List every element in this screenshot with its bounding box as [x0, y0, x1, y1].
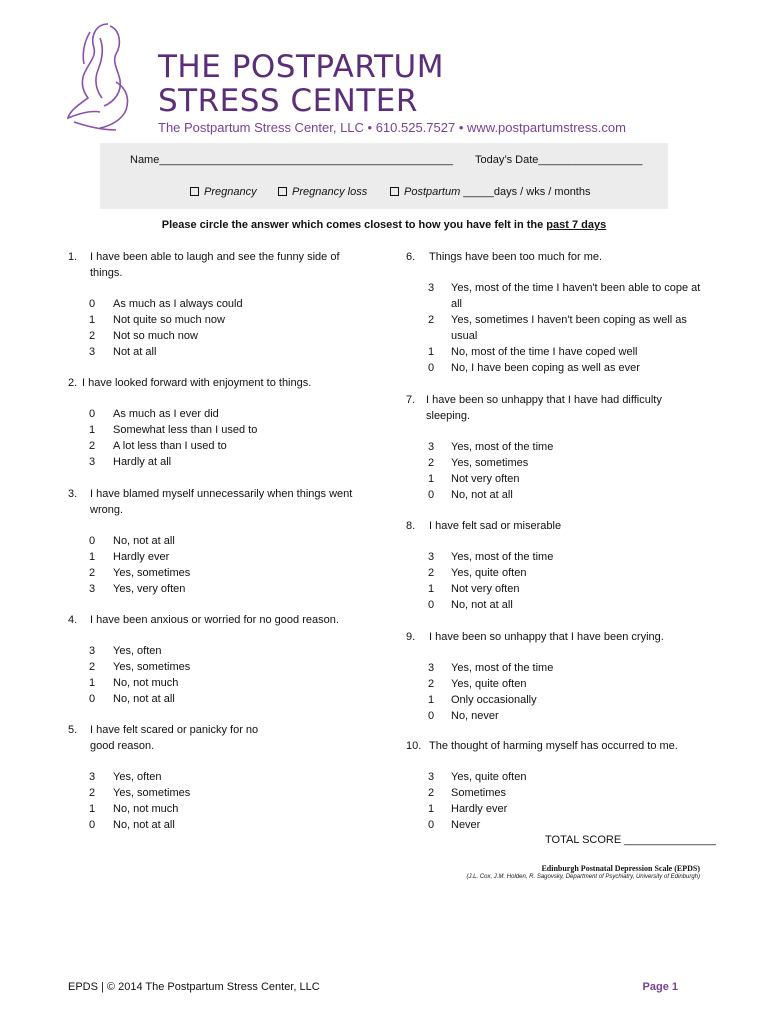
answer-option[interactable] — [406, 344, 706, 360]
question-number: 6. — [406, 251, 416, 263]
question-text: I have felt sad or miserable — [429, 520, 562, 532]
answer-text: As much as I ever did — [113, 408, 219, 420]
answer-score: 0 — [89, 819, 96, 831]
answer-score: 3 — [89, 346, 96, 358]
instruction-text — [0, 219, 768, 231]
answer-option[interactable] — [68, 422, 368, 438]
answer-option[interactable] — [406, 565, 706, 581]
answer-score: 0 — [428, 599, 435, 611]
answer-text: No, not at all — [113, 693, 175, 705]
question-number: 1. — [68, 251, 78, 263]
answer-options — [68, 406, 368, 470]
question-number: 9. — [406, 631, 416, 643]
answer-text: No, not much — [113, 803, 179, 815]
answer-options — [406, 769, 706, 833]
answer-option[interactable] — [68, 785, 278, 801]
answer-score: 1 — [428, 473, 435, 485]
answer-option[interactable] — [406, 692, 706, 708]
question-2 — [68, 375, 368, 470]
answer-text: Yes, most of the time I haven't been able to cope at all — [451, 282, 701, 310]
question-text: I have been able to laugh and see the funny side of things. — [90, 251, 340, 279]
answer-score: 0 — [89, 535, 96, 547]
answer-option[interactable] — [406, 360, 706, 376]
answer-text: Yes, most of the time — [451, 441, 554, 453]
answer-text: No, not at all — [451, 599, 513, 611]
answer-text: Yes, quite often — [451, 771, 527, 783]
answer-options — [406, 280, 706, 376]
answer-score: 0 — [89, 693, 96, 705]
pregnancy-checkbox[interactable] — [190, 187, 199, 196]
answer-option[interactable] — [406, 455, 681, 471]
patient-info-box — [100, 143, 668, 209]
question-text: I have been so unhappy that I have had difficulty sleeping. — [426, 394, 662, 422]
answer-score: 1 — [428, 583, 435, 595]
answer-text: Yes, most of the time — [451, 551, 554, 563]
organization-contact: The Postpartum Stress Center, LLC • 610.525.7527 • www.postpartumstress.com — [158, 120, 626, 135]
answer-option[interactable] — [406, 549, 706, 565]
question-6 — [406, 249, 706, 376]
answer-option[interactable] — [68, 565, 368, 581]
answer-score: 3 — [89, 645, 96, 657]
question-number: 5. — [68, 724, 78, 736]
answer-text: No, never — [451, 710, 499, 722]
answer-text: No, I have been coping as well as ever — [451, 362, 640, 374]
answer-option[interactable] — [406, 817, 706, 833]
answer-option[interactable] — [68, 643, 368, 659]
answer-option[interactable] — [68, 312, 368, 328]
instruction-emphasis: past 7 days — [546, 219, 607, 231]
pregnancy-loss-option[interactable] — [278, 186, 367, 198]
answer-option[interactable] — [406, 676, 706, 692]
question-text: I have felt scared or panicky for no good reason. — [90, 724, 259, 752]
answer-text: Only occasionally — [451, 694, 537, 706]
answer-option[interactable] — [406, 471, 681, 487]
question-1 — [68, 249, 368, 360]
answer-score: 2 — [428, 787, 435, 799]
answer-text: Yes, quite often — [451, 567, 527, 579]
answer-option[interactable] — [406, 487, 681, 503]
answer-score: 1 — [89, 803, 96, 815]
question-number: 3. — [68, 488, 78, 500]
answer-option[interactable] — [406, 439, 681, 455]
title-line-1: THE POSTPARTUM — [158, 49, 444, 85]
answer-score: 1 — [89, 424, 96, 436]
question-text: I have been anxious or worried for no good reason. — [90, 614, 339, 626]
answer-score: 2 — [428, 678, 435, 690]
answer-score: 0 — [428, 819, 435, 831]
answer-text: No, not at all — [451, 489, 513, 501]
question-text: I have looked forward with enjoyment to things. — [82, 377, 312, 389]
answer-text: As much as I always could — [113, 298, 243, 310]
postpartum-option[interactable] — [390, 186, 590, 198]
answer-score: 2 — [89, 567, 96, 579]
answer-option[interactable] — [406, 708, 706, 724]
answer-score: 1 — [89, 314, 96, 326]
answer-score: 2 — [89, 440, 96, 452]
answer-score: 1 — [89, 551, 96, 563]
answer-options — [406, 549, 706, 613]
answer-options — [68, 533, 368, 597]
answer-score: 3 — [428, 551, 435, 563]
answer-option[interactable] — [68, 438, 368, 454]
instruction-main: Please circle the answer which comes closest to how you have felt in the — [161, 219, 547, 231]
answer-option[interactable] — [68, 675, 368, 691]
answer-text: No, most of the time I have coped well — [451, 346, 638, 358]
answer-option[interactable] — [68, 406, 368, 422]
answer-score: 3 — [89, 456, 96, 468]
answer-option[interactable] — [406, 597, 706, 613]
answer-score: 3 — [428, 662, 435, 674]
answer-text: Yes, often — [113, 771, 162, 783]
answer-text: Not so much now — [113, 330, 198, 342]
answer-text: No, not at all — [113, 535, 175, 547]
answer-text: Yes, sometimes — [451, 457, 529, 469]
answer-score: 0 — [89, 408, 96, 420]
question-text: The thought of harming myself has occurred to me. — [429, 740, 678, 752]
answer-text: Not very often — [451, 583, 520, 595]
question-text: I have been so unhappy that I have been crying. — [429, 631, 664, 643]
answer-option[interactable] — [68, 296, 368, 312]
answer-score: 2 — [428, 314, 435, 326]
answer-options — [68, 769, 278, 833]
answer-option[interactable] — [68, 533, 368, 549]
postpartum-label: Postpartum — [404, 186, 461, 198]
question-3 — [68, 486, 368, 597]
answer-score: 2 — [89, 330, 96, 342]
answer-option[interactable] — [68, 344, 368, 360]
answer-score: 2 — [89, 787, 96, 799]
answer-option[interactable] — [406, 785, 706, 801]
answer-option[interactable] — [68, 769, 278, 785]
question-5 — [68, 722, 278, 833]
answer-text: Sometimes — [451, 787, 507, 799]
question-8 — [406, 518, 706, 613]
question-number: 4. — [68, 614, 78, 626]
citation-authors: (J.L. Cox, J.M. Holden, R. Sagovsky, Department of Psychiatry, University of Edinburgh) — [466, 874, 700, 880]
answer-score: 0 — [428, 489, 435, 501]
total-score-field[interactable]: TOTAL SCORE _______________ — [545, 834, 717, 846]
answer-score: 3 — [428, 441, 435, 453]
title-line-2: STRESS CENTER — [158, 83, 418, 119]
answer-text: Yes, sometimes — [113, 661, 191, 673]
question-10 — [406, 738, 706, 833]
answer-text: No, not much — [113, 677, 179, 689]
answer-option[interactable] — [68, 549, 368, 565]
answer-score: 3 — [89, 583, 96, 595]
answer-score: 0 — [428, 710, 435, 722]
answer-score: 3 — [428, 771, 435, 783]
answer-score: 2 — [89, 661, 96, 673]
answer-text: Not at all — [113, 346, 157, 358]
answer-options — [406, 439, 681, 503]
answer-text: Yes, most of the time — [451, 662, 554, 674]
footer-copyright: EPDS | © 2014 The Postpartum Stress Center, LLC — [68, 981, 320, 993]
answer-text: No, not at all — [113, 819, 175, 831]
answer-score: 1 — [428, 346, 435, 358]
woman-silhouette-icon — [60, 18, 152, 143]
answer-text: Somewhat less than I used to — [113, 424, 258, 436]
pregnancy-loss-checkbox[interactable] — [278, 187, 287, 196]
question-number: 7. — [406, 394, 416, 406]
answer-option[interactable] — [406, 660, 706, 676]
answer-options — [406, 660, 706, 724]
answer-score: 1 — [428, 803, 435, 815]
page-number: Page 1 — [642, 981, 678, 993]
answer-option[interactable] — [68, 581, 368, 597]
name-field[interactable]: Name________________________________________________ — [130, 154, 453, 166]
question-number: 8. — [406, 520, 416, 532]
answer-text: Yes, sometimes I haven't been coping as well as usual — [451, 314, 687, 342]
answer-option[interactable] — [68, 817, 278, 833]
answer-text: Not very often — [451, 473, 520, 485]
answer-option[interactable] — [406, 769, 706, 785]
question-4 — [68, 612, 368, 707]
answer-score: 1 — [89, 677, 96, 689]
answer-score: 0 — [89, 298, 96, 310]
answer-text: Never — [451, 819, 481, 831]
organization-title — [158, 50, 444, 118]
answer-score: 3 — [89, 771, 96, 783]
date-field[interactable]: Today’s Date_________________ — [475, 154, 643, 166]
answer-option[interactable] — [406, 801, 706, 817]
answer-text: Yes, quite often — [451, 678, 527, 690]
answer-text: Yes, often — [113, 645, 162, 657]
answer-option[interactable] — [406, 280, 706, 312]
pregnancy-option[interactable] — [190, 186, 257, 198]
answer-score: 2 — [428, 457, 435, 469]
answer-text: Yes, sometimes — [113, 787, 191, 799]
answer-text: Not quite so much now — [113, 314, 225, 326]
answer-text: Yes, very often — [113, 583, 186, 595]
answer-options — [68, 643, 368, 707]
postpartum-checkbox[interactable] — [390, 187, 399, 196]
question-7 — [406, 392, 681, 503]
question-9 — [406, 629, 706, 724]
answer-text: Hardly ever — [113, 551, 170, 563]
answer-text: A lot less than I used to — [113, 440, 227, 452]
answer-option[interactable] — [68, 328, 368, 344]
answer-text: Yes, sometimes — [113, 567, 191, 579]
answer-option[interactable] — [68, 801, 278, 817]
postpartum-duration-field[interactable]: _____days / wks / months — [460, 186, 591, 198]
answer-options — [68, 296, 368, 360]
answer-option[interactable] — [406, 581, 706, 597]
answer-text: Hardly at all — [113, 456, 172, 468]
answer-score: 1 — [428, 694, 435, 706]
answer-option[interactable] — [68, 659, 368, 675]
question-number: 2. — [68, 377, 78, 389]
answer-score: 0 — [428, 362, 435, 374]
answer-option[interactable] — [68, 691, 368, 707]
citation-title: Edinburgh Postnatal Depression Scale (EPDS) — [541, 864, 700, 873]
answer-score: 3 — [428, 282, 435, 294]
question-number: 10. — [406, 740, 422, 752]
answer-text: Hardly ever — [451, 803, 508, 815]
pregnancy-loss-label: Pregnancy loss — [292, 186, 368, 198]
pregnancy-label: Pregnancy — [204, 186, 257, 198]
answer-score: 2 — [428, 567, 435, 579]
question-text: Things have been too much for me. — [429, 251, 603, 263]
answer-option[interactable] — [68, 454, 368, 470]
question-text: I have blamed myself unnecessarily when things went wrong. — [90, 488, 353, 516]
answer-option[interactable] — [406, 312, 706, 344]
